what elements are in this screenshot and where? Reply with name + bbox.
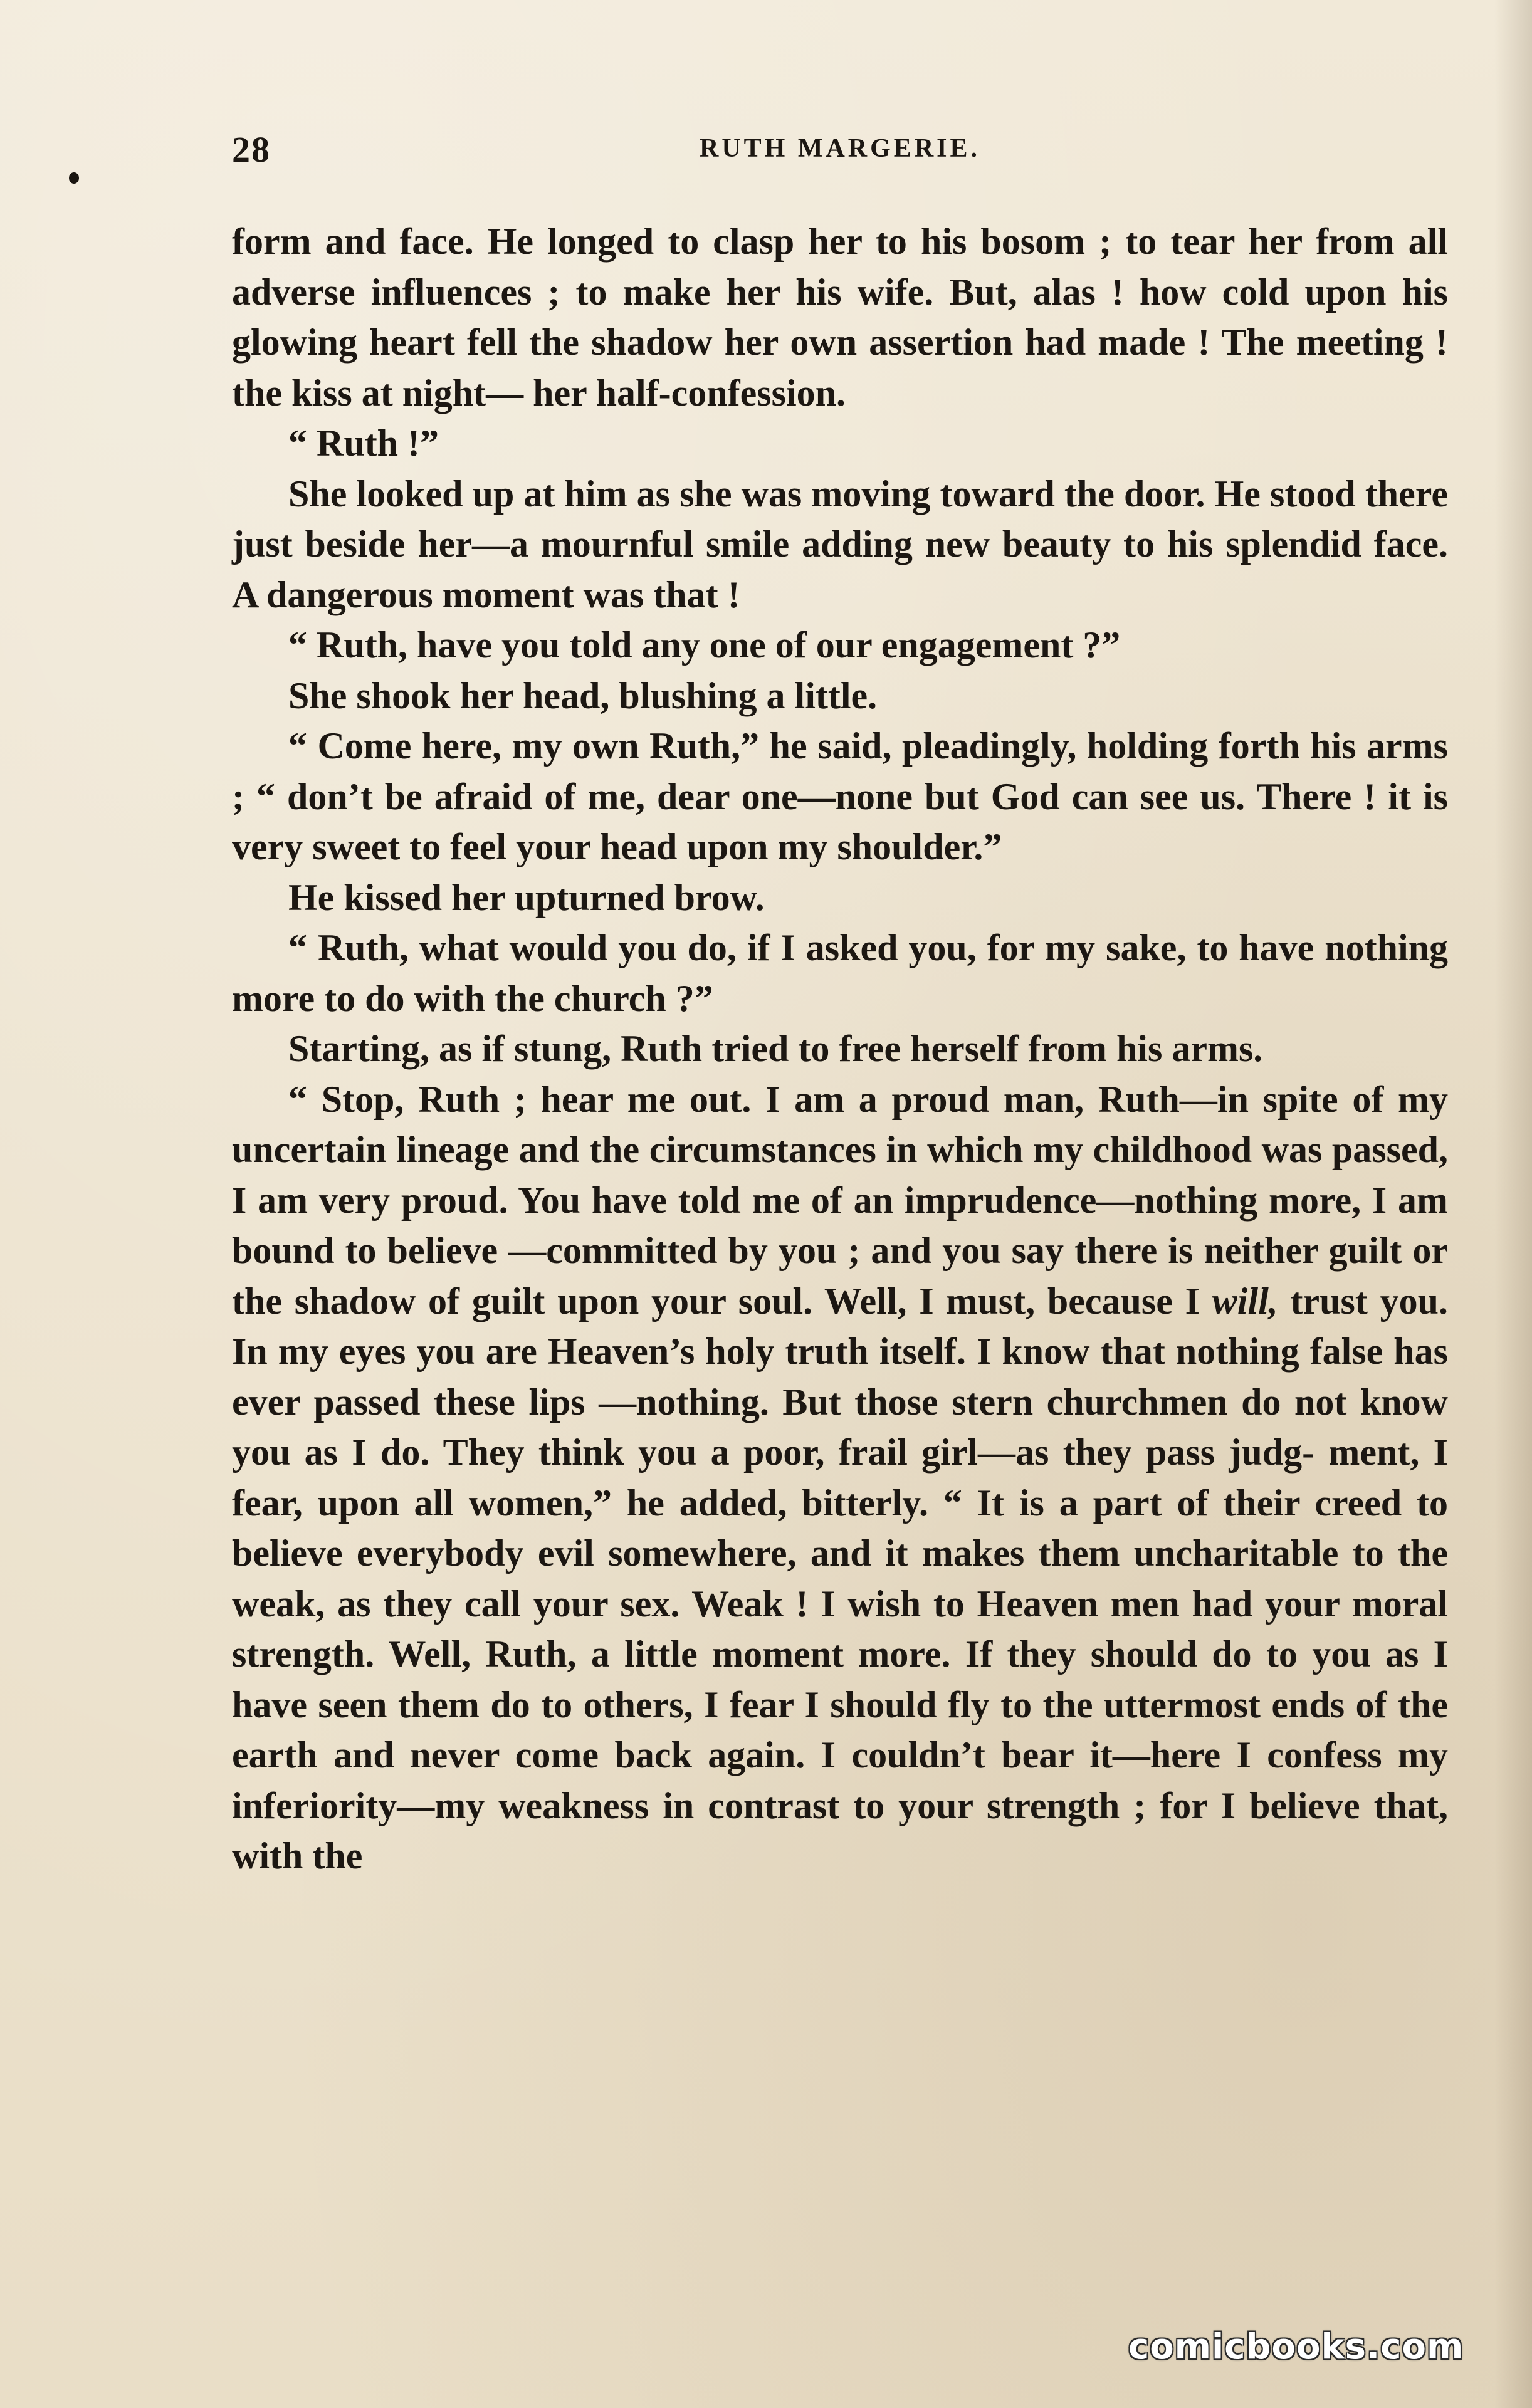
emphasized-word: will, bbox=[1212, 1280, 1278, 1322]
page-header bbox=[232, 128, 1448, 172]
watermark: comicbooks.com bbox=[1128, 2327, 1464, 2367]
paragraph: She shook her head, blushing a little. bbox=[288, 674, 878, 716]
paragraph: “ Ruth !” bbox=[288, 422, 439, 464]
paragraph bbox=[232, 1074, 1448, 1882]
page-number: 28 bbox=[232, 129, 271, 170]
paragraph: “ Ruth, what would you do, if I asked you, for my sake, to have nothing more to do with the church ?” bbox=[232, 927, 1448, 1019]
body-text bbox=[232, 216, 1448, 1882]
paragraph: form and face. He longed to clasp her to his bosom ; to tear her from all adverse influences ; to make her his wife. But, alas ! how cold upon his glowing heart fell the shadow her own assertion had made ! The meeting ! the kiss at night— her half-confession. bbox=[232, 221, 1448, 414]
paragraph: He kissed her upturned brow. bbox=[288, 876, 765, 918]
paragraph-text: “ Stop, Ruth ; hear me out. I am a proud man, Ruth—in spite of my uncertain lineage and the circumstances in which my childhood was passed, I am very proud. You have told me of an imprudence—nothing more, I am bound to believe —committed by you ; and you say there is neither guilt or the shadow of guilt upon your soul. Well, I must, because I bbox=[232, 1078, 1448, 1322]
paragraph: “ Ruth, have you told any one of our engagement ?” bbox=[288, 624, 1121, 666]
paragraph-text: trust you. In my eyes you are Heaven’s holy truth itself. I know that nothing false has ever passed these lips —nothing. But those stern churchmen do not know you as I do. They think you a poor, frail girl—as they pass judg- ment, I fear, upon all women,” he added, bitterly. “ It is a part of their creed to believe everybody evil somewhere, and it makes them uncharitable to the weak, as they call your sex. Weak ! I wish to Heaven men had your moral strength. Well, Ruth, a little moment more. If they should do to you as I have seen them do to others, I fear I should fly to the uttermost ends of the earth and never come back again. I couldn’t bear it—here I confess my inferiority—my weakness in contrast to your strength ; for I believe that, with the bbox=[232, 1280, 1449, 1877]
paragraph: Starting, as if stung, Ruth tried to free herself from his arms. bbox=[288, 1028, 1263, 1069]
paragraph: “ Come here, my own Ruth,” he said, pleadingly, holding forth his arms ; “ don’t be afraid of me, dear one—none but God can see us. There ! it is very sweet to feel your head upon my shoulder.” bbox=[232, 725, 1448, 867]
ink-spot bbox=[69, 172, 79, 184]
running-head: RUTH MARGERIE. bbox=[699, 134, 981, 163]
page-edge-shadow bbox=[1494, 0, 1532, 2408]
paragraph: She looked up at him as she was moving toward the door. He stood there just beside her—a mournful smile adding new beauty to his splendid face. A dangerous moment was that ! bbox=[232, 473, 1448, 615]
